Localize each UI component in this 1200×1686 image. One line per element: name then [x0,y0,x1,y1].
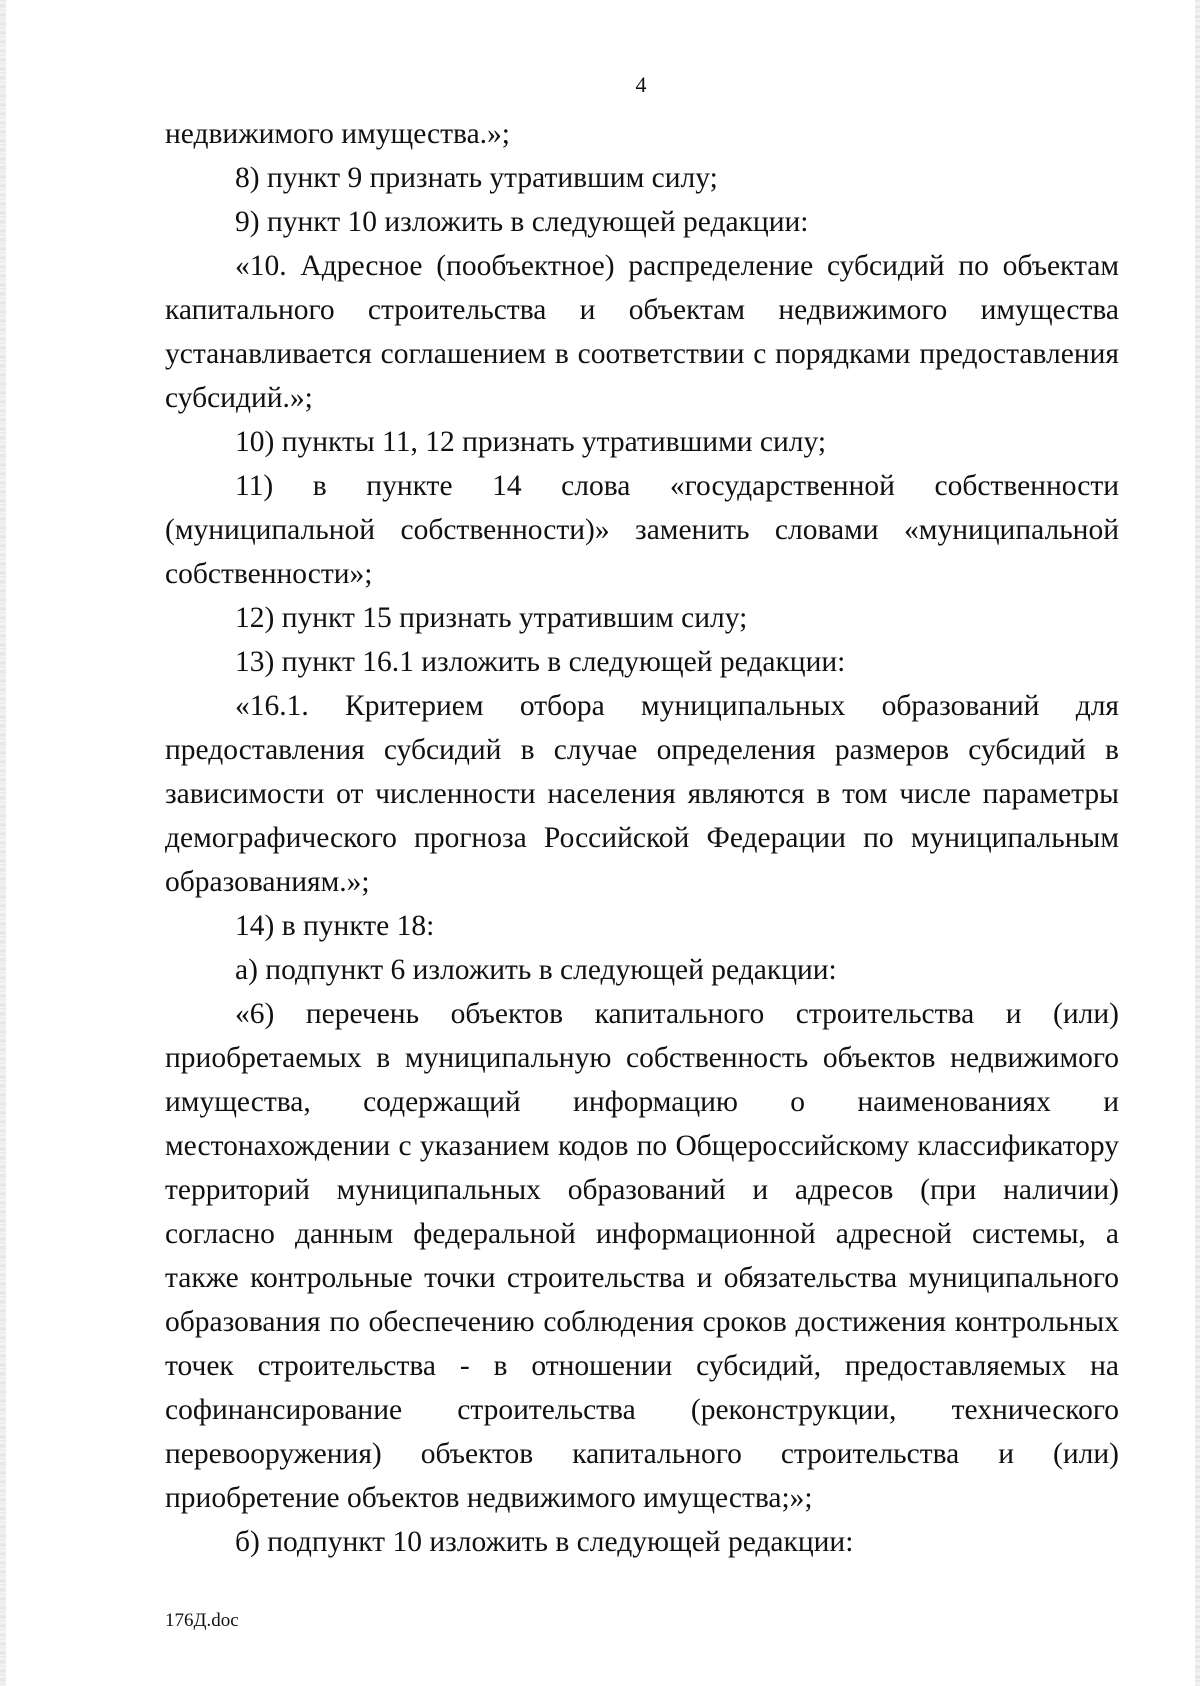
scan-edge-right [1195,0,1200,1686]
page-number: 4 [635,72,647,97]
document-body [165,112,1119,1564]
paragraph: б) подпункт 10 изложить в следующей редакции: [235,1526,854,1558]
paragraph: 9) пункт 10 изложить в следующей редакции: [235,206,809,238]
paragraph: 14) в пункте 18: [235,910,435,942]
paragraph: 10) пункты 11, 12 признать утратившими силу; [235,426,827,458]
paragraph: «16.1. Критерием отбора муниципальных образований для предоставления субсидий в случае определения размеров субсидий в зависимости от численности населения являются в том числе параметры демографического прогноза Российской Федерации по муниципальным образованиям.»; [165,690,1119,898]
paragraph: 8) пункт 9 признать утратившим силу; [235,162,718,194]
paragraph: 11) в пункте 14 слова «государственной собственности (муниципальной собственности)» заменить словами «муниципальной собственности»; [165,470,1119,590]
paragraph: а) подпункт 6 изложить в следующей редакции: [235,954,837,986]
paragraph: недвижимого имущества.»; [165,118,510,150]
paragraph: 12) пункт 15 признать утратившим силу; [235,602,748,634]
footer-filename: 176Д.doc [165,1610,239,1631]
scan-edge-left [0,0,6,1686]
paragraph: «6) перечень объектов капитального строительства и (или) приобретаемых в муниципальную собственность объектов недвижимого имущества, содержащий информацию о наименованиях и местонахождении с указанием кодов по Общероссийскому классификатору территорий муниципальных образований и адресов (при наличии) согласно данным федеральной информационной адресной системы, а также контрольные точки строительства и обязательства муниципального образования по обеспечению соблюдения сроков достижения контрольных точек строительства - в отношении субсидий, предоставляемых на софинансирование строительства (реконструкции, технического перевооружения) объектов капитального строительства и (или) приобретение объектов недвижимого имущества;»; [165,998,1119,1514]
paragraph: «10. Адресное (пообъектное) распределение субсидий по объектам капитального строительства и объектам недвижимого имущества устанавливается соглашением в соответствии с порядками предоставления субсидий.»; [165,250,1119,414]
paragraph: 13) пункт 16.1 изложить в следующей редакции: [235,646,846,678]
